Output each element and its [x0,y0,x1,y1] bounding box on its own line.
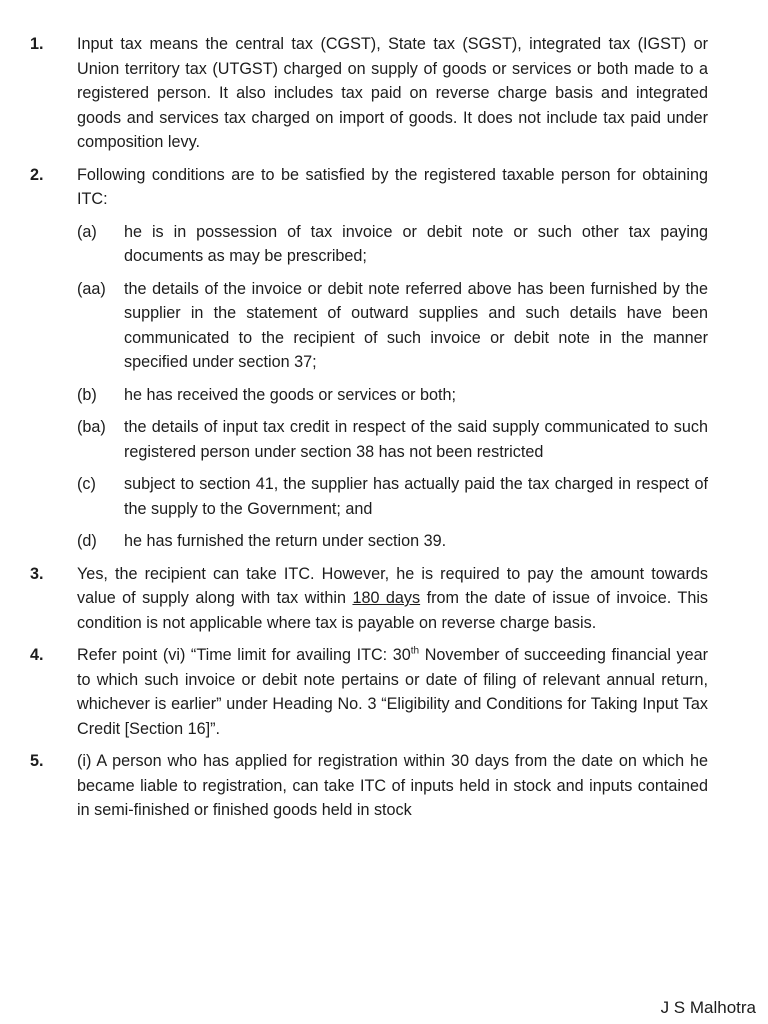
condition-b [77,383,708,408]
condition-label: (b) [77,385,97,404]
item-number: 1. [30,35,44,53]
condition-aa [77,277,708,375]
condition-text: he has received the goods or services or both; [124,385,457,404]
condition-label: (c) [77,475,96,493]
condition-text: subject to section 41, the supplier has actually paid the tax charged in respect of the supply to the Government; and [124,475,708,518]
condition-c [77,472,708,521]
answer-item-5 [30,749,708,823]
condition-label: (ba) [77,418,106,436]
item-text-part: from the date of issue of invoice. This condition is not applicable where tax is payable on reverse charge basis. [77,589,709,632]
condition-d [77,529,708,554]
condition-ba [77,415,708,464]
condition-text: the details of input tax credit in respect of the said supply communicated to such registered person under section 38 has not been restricted [124,418,708,461]
document-body [30,32,708,831]
item-text [77,643,708,741]
underlined-term: 180 days [352,589,421,607]
answer-item-3 [30,562,708,636]
condition-text: the details of the invoice or debit note referred above has been furnished by the supplier in the statement of outward supplies and such details have been communicated to the recipient of such invoice or debit note in the manner specified under section 37; [124,279,708,371]
item-number: 2. [30,165,44,184]
condition-label: (d) [77,532,97,550]
answer-item-2 [30,163,708,554]
condition-label: (a) [77,222,97,241]
item-text: Following conditions are to be satisfied by the registered taxable person for obtaining ITC: [77,165,708,208]
item-text: (i) A person who has applied for registration within 30 days from the date on which he became liable to registration, can take ITC of inputs held in stock and inputs contained in semi-finished or finished goods held in stock [77,752,708,819]
item-text-part: November of succeeding financial year to which such invoice or debit note pertains or date of filing of relevant annual return, whichever is earlier” under Heading No. 3 “Eligibility and Conditions for Taking Input Tax Credit [Section 16]”. [77,646,708,738]
condition-text: he is in possession of tax invoice or debit note or such other tax paying documents as may be prescribed; [124,222,708,265]
item-text: Input tax means the central tax (CGST), State tax (SGST), integrated tax (IGST) or Union territory tax (UTGST) charged on supply of goods or services or both made to a registered person. It also includes tax paid on reverse charge basis and integrated goods and services tax charged on import of goods. It does not include tax paid under composition levy. [77,35,708,151]
author-name: J S Malhotra [660,998,756,1017]
ordinal-suffix: th [410,645,420,657]
condition-label: (aa) [77,279,106,298]
item-number: 4. [30,646,44,664]
item-text [77,562,708,636]
item-number: 3. [30,564,44,583]
item-content [77,163,708,554]
condition-text: he has furnished the return under section 39. [124,532,447,550]
condition-a [77,220,708,269]
item-number: 5. [30,752,44,770]
answer-item-1 [30,32,708,155]
answer-item-4 [30,643,708,741]
item-text-part: Yes, the recipient can take ITC. However, he is required to pay the amount towards value of supply along with tax within [77,564,708,607]
item-text-part: Refer point (vi) “Time limit for availing ITC: 30 [77,646,411,664]
